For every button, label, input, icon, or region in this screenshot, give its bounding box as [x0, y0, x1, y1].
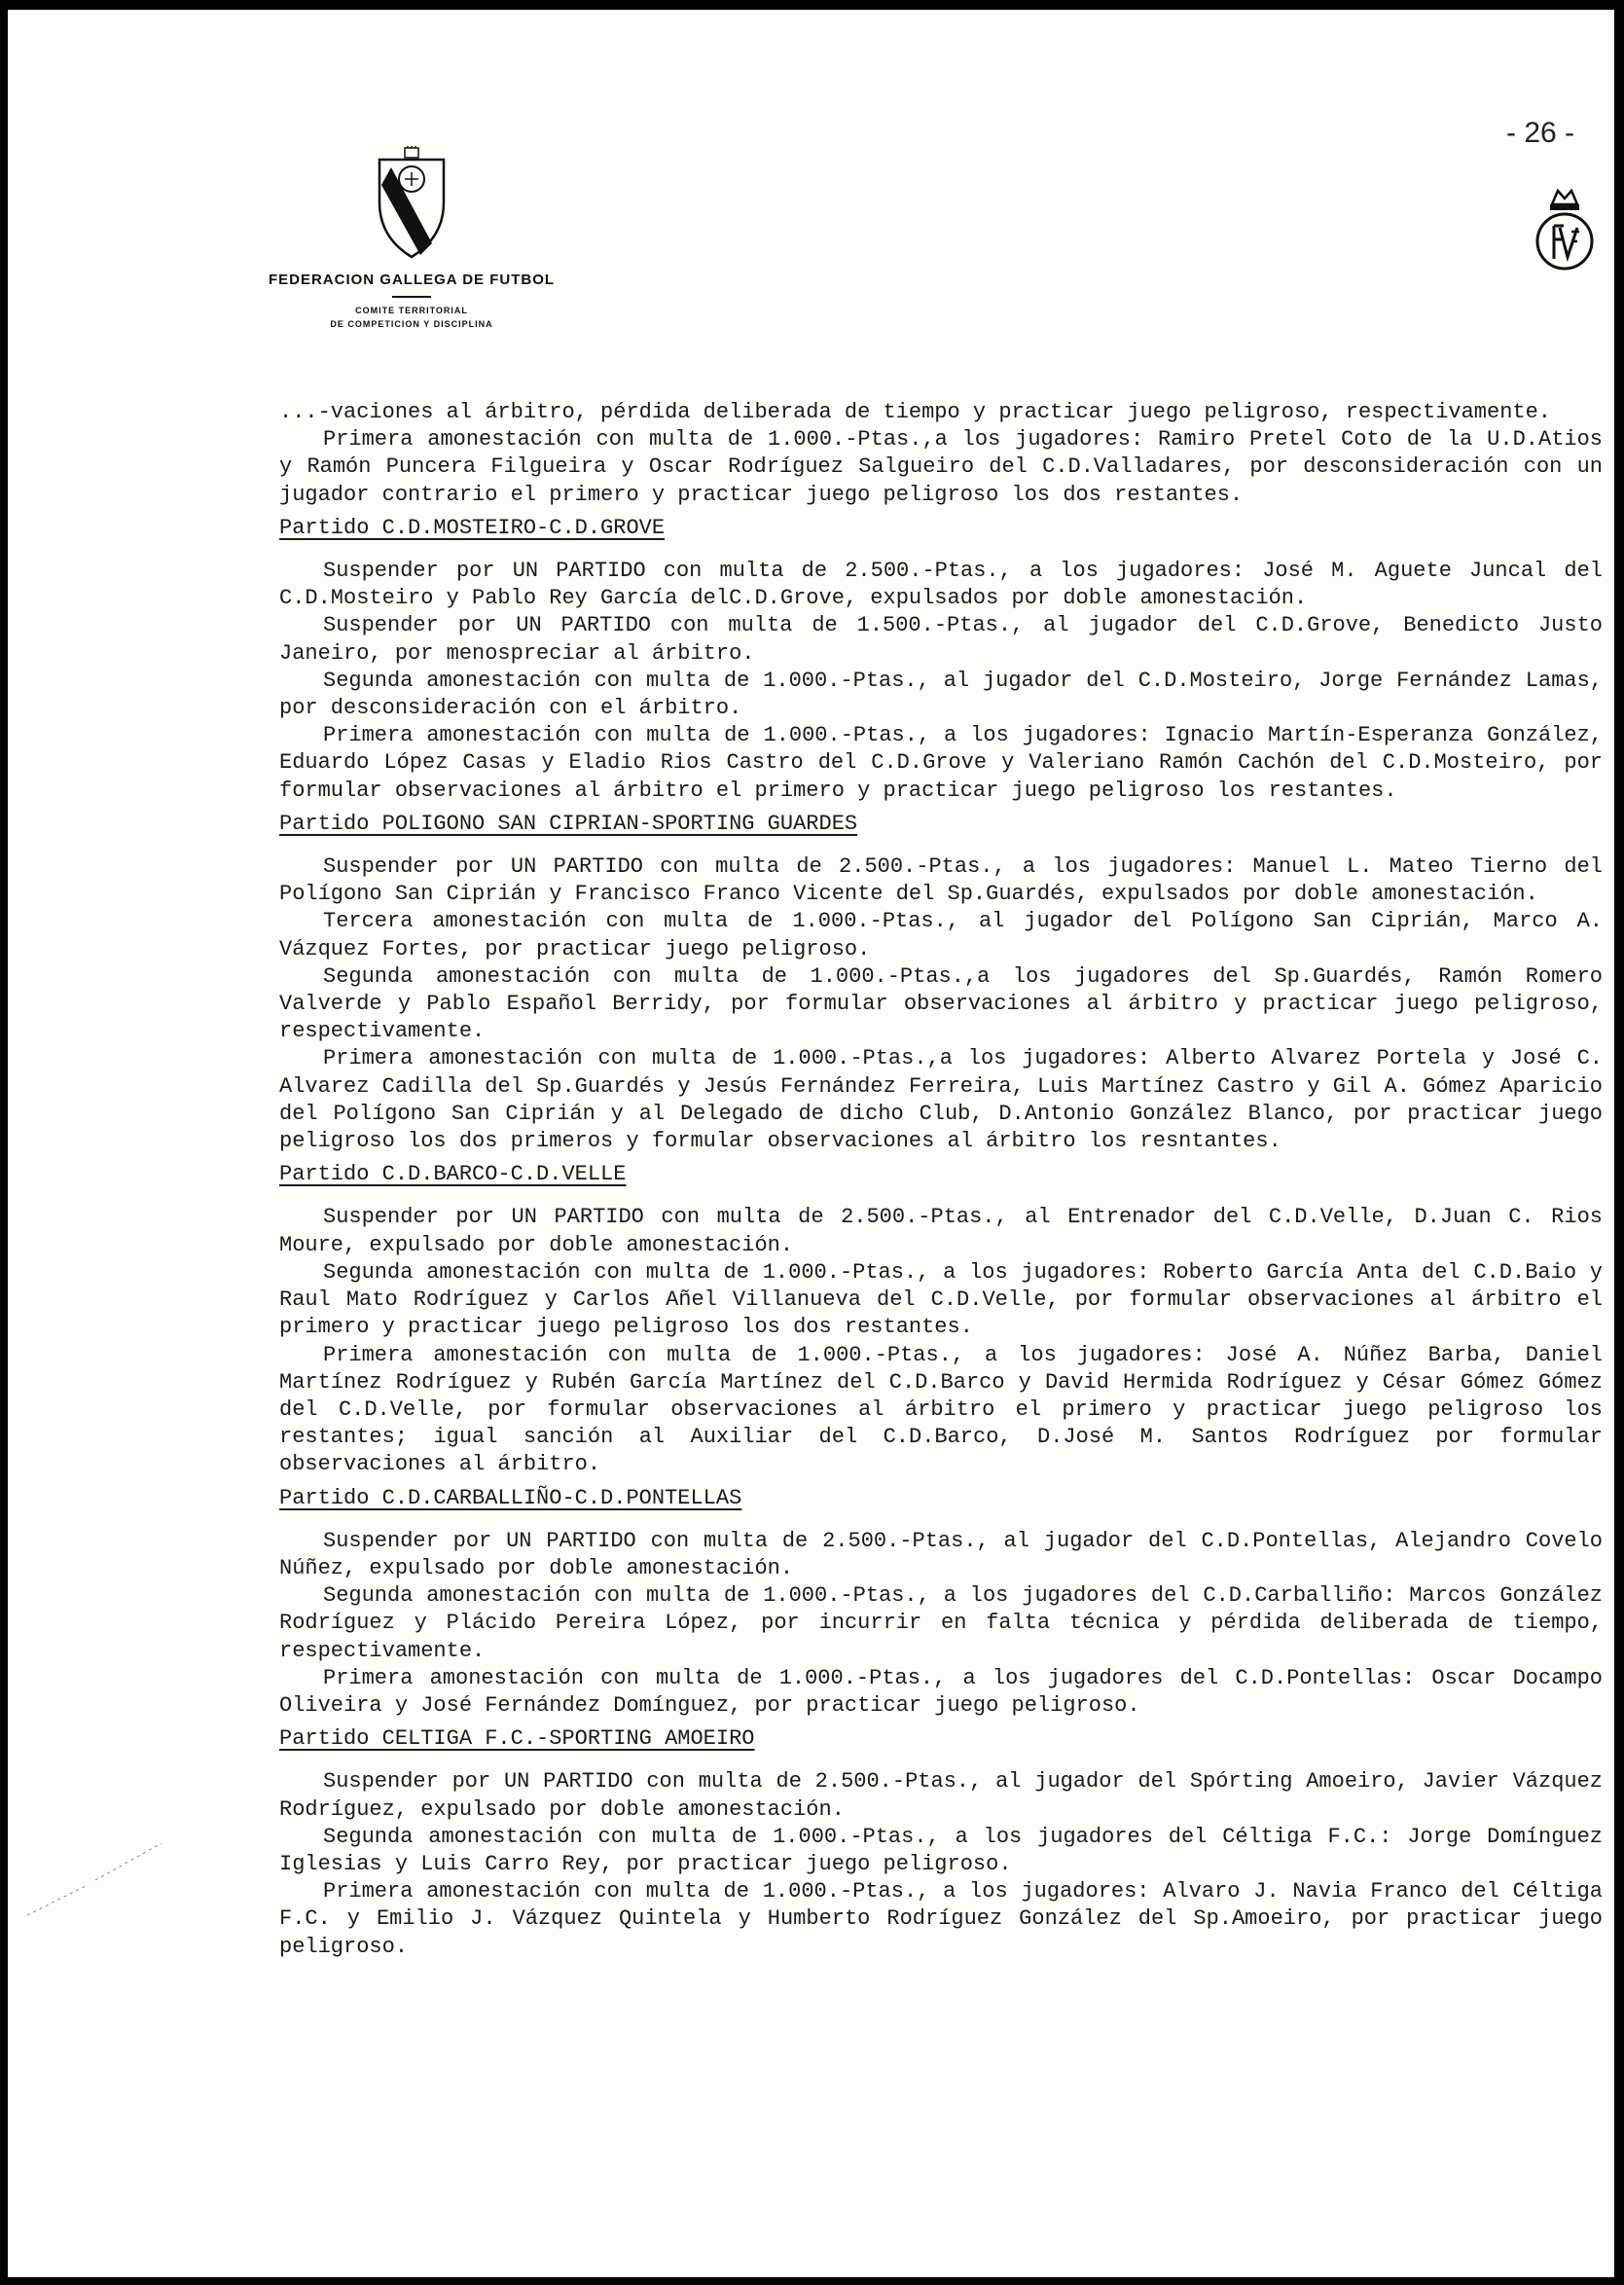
federation-name: FEDERACION GALLEGA DE FUTBOL — [268, 272, 556, 288]
sanction-paragraph: Tercera amonestación con multa de 1.000.-Ptas., al jugador del Polígono San Ciprián, Marco A. Vázquez Fortes, por practicar juego peligroso. — [279, 909, 1603, 961]
match-header — [279, 1161, 1603, 1188]
match-header — [279, 811, 1603, 838]
sanction-paragraph: Primera amonestación con multa de 1.000.-Ptas.,a los jugadores: Alberto Alvarez Portela y José C. Alvarez Cadilla del Sp.Guardés y Jesús Fernández Ferreira, Luis Martínez Castro y Gil A. Gómez Aparicio del Polígono San Ciprián y al Delegado de dicho Club, D.Antonio González Blanco, por practicar juego peligroso los dos primeros y formular observaciones al árbitro los resntantes. — [279, 1046, 1603, 1154]
sanction-paragraph: Primera amonestación con multa de 1.000.-Ptas., a los jugadores: José A. Núñez Barba, Daniel Martínez Rodríguez y Rubén García Martínez del C.D.Barco y David Hermida Rodríguez y César Gómez Gómez del C.D.Velle, por formular observaciones al árbitro el primero y practicar juego peligroso los restantes; igual sanción al Auxiliar del C.D.Barco, D.José M. Santos Rodríguez por formular observaciones al árbitro. — [279, 1342, 1603, 1477]
page-number: - 26 - — [1506, 117, 1575, 149]
match-header — [279, 515, 1603, 542]
sanction-paragraph: Primera amonestación con multa de 1.000.-Ptas., a los jugadores: Alvaro J. Navia Franco del Céltiga F.C. y Emilio J. Vázquez Quintela y Humberto Rodríguez González del Sp.Amoeiro, por practicar juego peligroso. — [279, 1879, 1603, 1959]
match-header-text: Partido C.D.CARBALLIÑO-C.D.PONTELLAS — [279, 1485, 742, 1510]
federation-crest-icon — [376, 146, 448, 261]
sanction-paragraph: Suspender por UN PARTIDO con multa de 2.500.-Ptas., a los jugadores: Manuel L. Mateo Tierno del Polígono San Ciprián y Francisco Franco Vicente del Sp.Guardés, expulsados por doble amonestación. — [279, 854, 1603, 907]
sanction-paragraph: Suspender por UN PARTIDO con multa de 2.500.-Ptas., al jugador del C.D.Pontellas, Alejandro Covelo Núñez, expulsado por doble amonestación. — [279, 1528, 1603, 1580]
sanction-paragraph: Suspender por UN PARTIDO con multa de 2.500.-Ptas., a los jugadores: José M. Aguete Juncal del C.D.Mosteiro y Pablo Rey García delC.D.Grove, expulsados por doble amonestación. — [279, 559, 1603, 611]
committee-line-2: DE COMPETICION Y DISCIPLINA — [330, 319, 493, 329]
sanction-paragraph: Segunda amonestación con multa de 1.000.-Ptas., a los jugadores: Roberto García Anta del C.D.Baio y Raul Mato Rodríguez y Carlos Añel Villanueva del C.D.Velle, por formular observaciones al árbitro el primero y practicar juego peligroso los dos restantes. — [279, 1259, 1603, 1340]
sanction-paragraph: Suspender por UN PARTIDO con multa de 1.500.-Ptas., al jugador del C.D.Grove, Benedicto Justo Janeiro, por menospreciar al árbitro. — [279, 613, 1603, 666]
match-header — [279, 1725, 1603, 1753]
sanction-paragraph: Suspender por UN PARTIDO con multa de 2.500.-Ptas., al jugador del Spórting Amoeiro, Javier Vázquez Rodríguez, expulsado por doble amonestación. — [279, 1769, 1603, 1822]
sanction-paragraph: Primera amonestación con multa de 1.000.-Ptas., a los jugadores: Ignacio Martín-Esperanza González, Eduardo López Casas y Eladio Rios Castro del C.D.Grove y Valeriano Ramón Cachón del C.D.Mosteiro, por formular observaciones al árbitro el primero y practicar juego peligroso los restantes. — [279, 723, 1603, 803]
intro-paragraph-continued: ...-vaciones al árbitro, pérdida deliberada de tiempo y practicar juego peligroso, respectivamente. — [279, 400, 1552, 424]
scan-mark — [27, 1839, 163, 1917]
match-header-text: Partido C.D.BARCO-C.D.VELLE — [279, 1162, 627, 1187]
document-page — [8, 10, 1614, 2277]
sanction-paragraph: Segunda amonestación con multa de 1.000.-Ptas., a los jugadores del Céltiga F.C.: Jorge Domínguez Iglesias y Luis Carro Rey, por practicar juego peligroso. — [279, 1824, 1603, 1876]
sanction-paragraph: Segunda amonestación con multa de 1.000.-Ptas.,a los jugadores del Sp.Guardés, Ramón Romero Valverde y Pablo Español Berridy, por formular observaciones al árbitro y practicar juego peligroso, respectivamente. — [279, 963, 1603, 1044]
sanction-paragraph: Segunda amonestación con multa de 1.000.-Ptas., a los jugadores del C.D.Carballiño: Marcos González Rodríguez y Plácido Pereira López, por incurrir en falta técnica y pérdida deliberada de tiempo, respectivamente. — [279, 1583, 1603, 1663]
match-header-text: Partido CELTIGA F.C.-SPORTING AMOEIRO — [279, 1726, 755, 1752]
rfef-emblem-icon — [1531, 185, 1599, 282]
sanction-paragraph: Primera amonestación con multa de 1.000.-Ptas., a los jugadores del C.D.Pontellas: Oscar Docampo Oliveira y José Fernández Domínguez, por practicar juego peligroso. — [279, 1665, 1603, 1718]
committee-line-1: COMITE TERRITORIAL — [355, 306, 468, 315]
sanction-paragraph: Segunda amonestación con multa de 1.000.-Ptas., al jugador del C.D.Mosteiro, Jorge Fernández Lamas, por desconsideración con el árbitro. — [279, 668, 1603, 721]
intro-paragraph: Primera amonestación con multa de 1.000.-Ptas.,a los jugadores: Ramiro Pretel Coto de la U.D.Atios y Ramón Puncera Filgueira y Oscar Rodríguez Salgueiro del C.D.Valladares, por desconsideración con un jugador contrario el primero y practicar juego peligroso los dos restantes. — [279, 427, 1603, 507]
document-body — [279, 399, 1603, 1961]
letterhead-divider — [392, 296, 431, 298]
letterhead — [251, 146, 572, 331]
match-header — [279, 1485, 1603, 1512]
sanction-paragraph: Suspender por UN PARTIDO con multa de 2.500.-Ptas., al Entrenador del C.D.Velle, D.Juan C. Rios Moure, expulsado por doble amonestación. — [279, 1205, 1603, 1257]
match-header-text: Partido C.D.MOSTEIRO-C.D.GROVE — [279, 515, 666, 540]
match-header-text: Partido POLIGONO SAN CIPRIAN-SPORTING GUARDES — [279, 811, 858, 836]
